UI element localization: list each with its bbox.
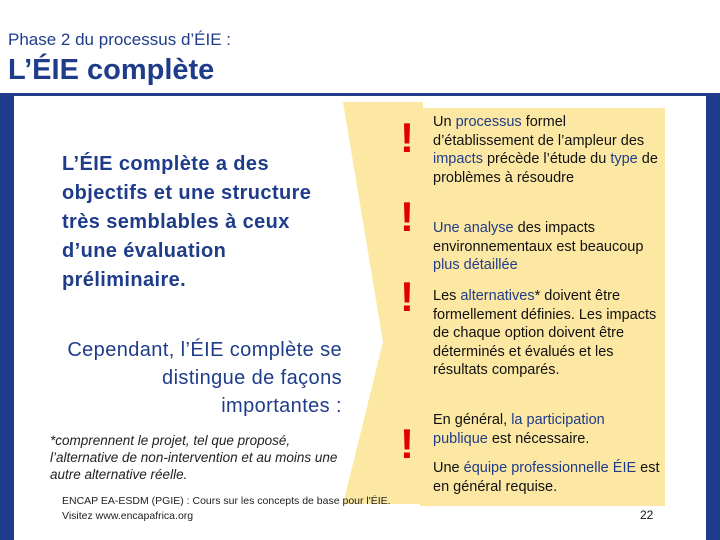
bullet-segment: Un	[433, 114, 456, 130]
slide-title: L’ÉIE complète	[8, 54, 215, 86]
bullet-analysis	[433, 219, 661, 275]
source-credit: ENCAP EA-ESDM (PGIE) : Cours sur les concepts de base pour l'ÉIE. Visitez www.encapafrica.org	[62, 495, 391, 522]
exclamation-icon: !	[400, 193, 414, 240]
bullet-segment: Les	[433, 288, 461, 304]
bullet-segment: la participation publique	[433, 412, 605, 447]
bullet-segment: formel d’établissement de l’ampleur des	[433, 114, 645, 149]
bullet-segment: équipe professionnelle ÉIE	[463, 460, 637, 476]
bullet-alternatives	[433, 287, 661, 380]
bullet-segment: précède l’étude du	[482, 151, 611, 167]
bullet-participation	[433, 411, 661, 448]
exclamation-icon: !	[400, 273, 414, 320]
distinction-paragraph: Cependant, l’ÉIE complète se distingue de façons importantes :	[67, 339, 342, 417]
bullet-segment: de problèmes à résoudre	[433, 151, 658, 186]
bullet-segment: Une	[433, 460, 464, 476]
bullet-segment: impacts	[433, 151, 483, 167]
bullet-segment: * doivent être formellement définies. Les impacts de chaque option doivent être déterminés et évalués et les résultats comparés.	[433, 288, 657, 378]
left-border	[0, 96, 14, 540]
bullet-segment: est nécessaire.	[487, 430, 590, 447]
exclamation-icon: !	[400, 420, 414, 467]
right-border	[706, 96, 720, 540]
bullet-scoping	[433, 113, 661, 187]
bullet-segment: plus détaillée	[433, 257, 518, 273]
page-number: 22	[640, 508, 654, 522]
slide-subtitle: Phase 2 du processus d’ÉIE :	[8, 30, 232, 49]
bullet-segment: alternatives	[460, 288, 535, 304]
bullet-team	[433, 459, 661, 496]
exclamation-icon: !	[400, 114, 414, 161]
bullet-segment: type	[610, 151, 638, 167]
bullet-segment: En général,	[433, 412, 512, 428]
footnote: *comprennent le projet, tel que proposé, l’alternative de non-intervention et au moins une autre alternative réelle.	[50, 433, 338, 482]
bullet-segment: Une analyse	[433, 220, 514, 236]
intro-paragraph: L’ÉIE complète a des objectifs et une structure très semblables à ceux d’une évaluation préliminaire.	[62, 153, 312, 291]
bullet-segment: est en général requise.	[433, 460, 660, 495]
title-divider	[0, 93, 720, 96]
bullet-segment: des impacts environnementaux est beaucoup	[433, 220, 644, 255]
bullet-segment: processus	[455, 114, 522, 130]
